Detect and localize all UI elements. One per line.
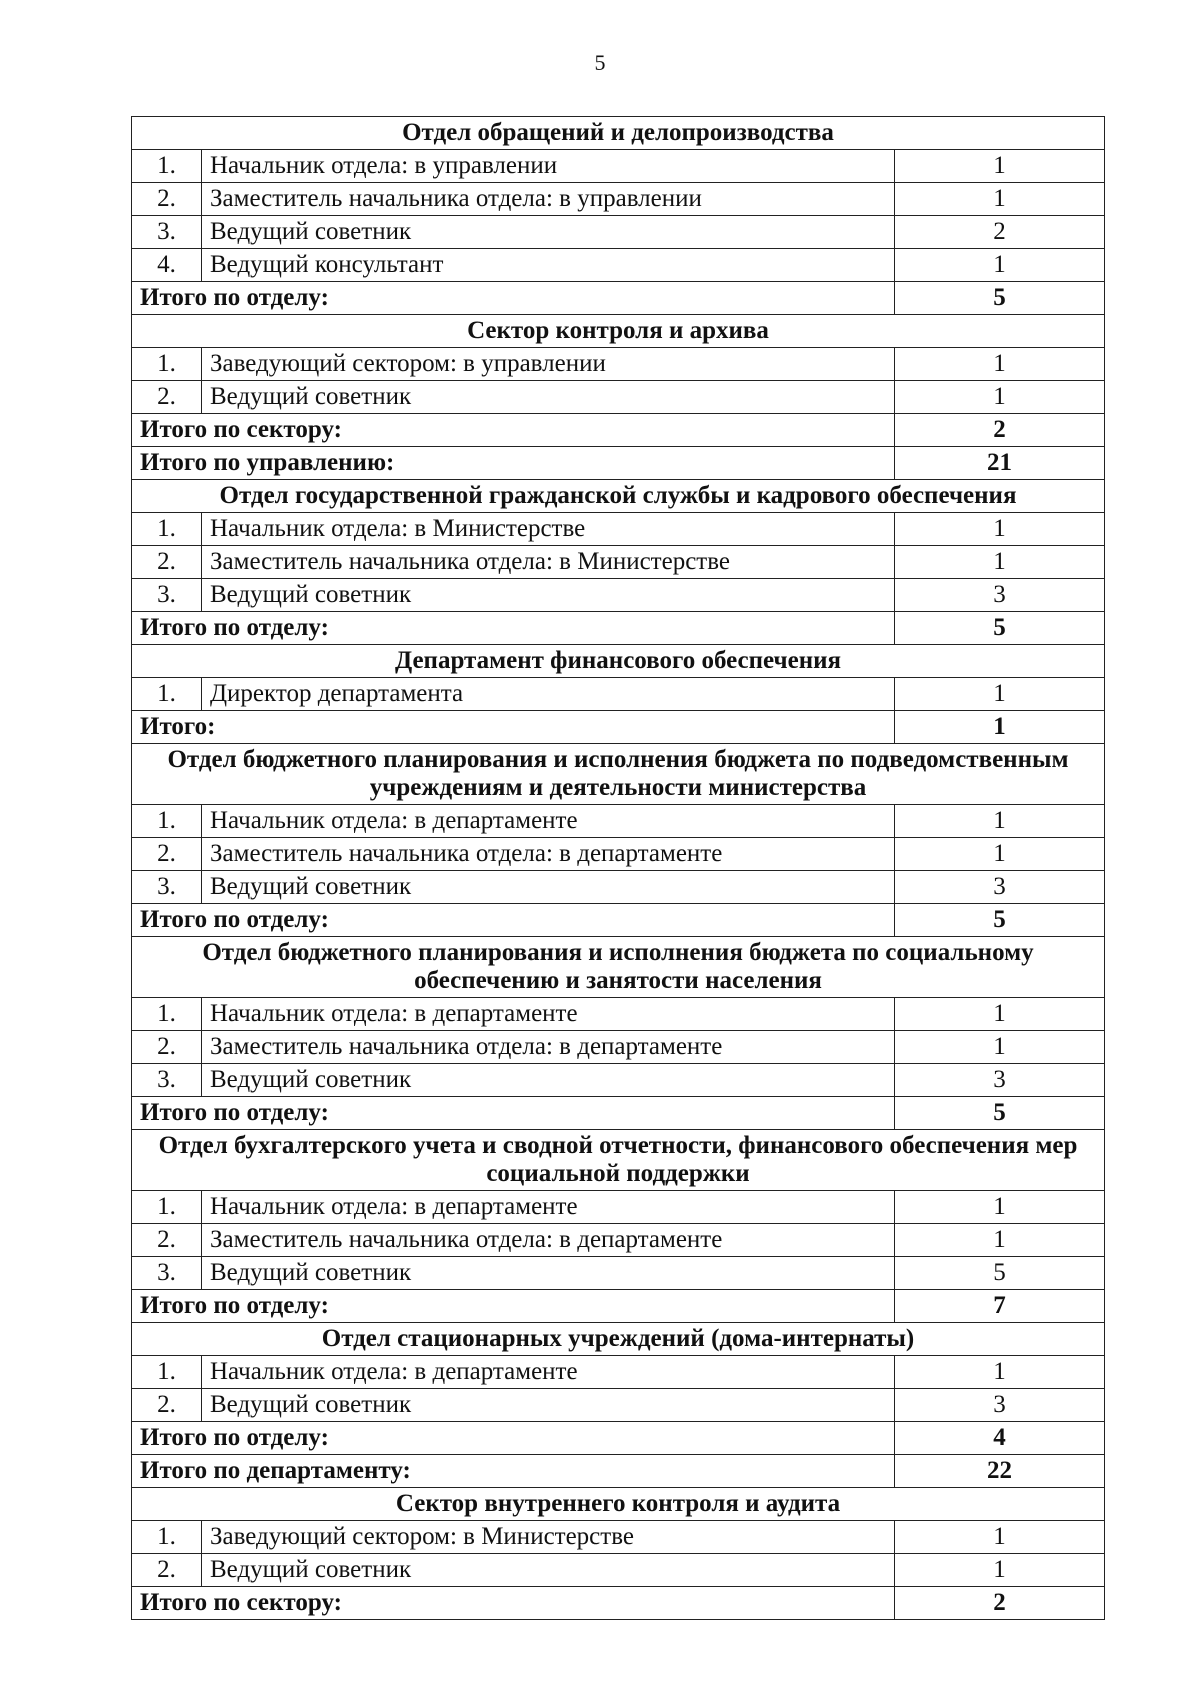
position-title: Заведующий сектором: в Министерстве bbox=[202, 1521, 895, 1554]
staff-table bbox=[131, 116, 1105, 1620]
position-title: Заведующий сектором: в управлении bbox=[202, 348, 895, 381]
position-number: 2. bbox=[132, 546, 202, 579]
position-title: Начальник отдела: в Министерстве bbox=[202, 513, 895, 546]
section-header-row bbox=[132, 480, 1105, 513]
position-count: 1 bbox=[894, 348, 1104, 381]
total-row bbox=[132, 1290, 1105, 1323]
position-title: Ведущий советник bbox=[202, 871, 895, 904]
total-row bbox=[132, 904, 1105, 937]
position-title: Ведущий консультант bbox=[202, 249, 895, 282]
position-count: 1 bbox=[894, 150, 1104, 183]
position-count: 1 bbox=[894, 1031, 1104, 1064]
position-title: Начальник отдела: в департаменте bbox=[202, 1191, 895, 1224]
total-count: 7 bbox=[894, 1290, 1104, 1323]
position-number: 2. bbox=[132, 1554, 202, 1587]
position-count: 1 bbox=[894, 513, 1104, 546]
position-title: Ведущий советник bbox=[202, 1064, 895, 1097]
section-title: Отдел бюджетного планирования и исполнения бюджета по подведомственным учреждениям и деятельности министерства bbox=[132, 744, 1105, 805]
total-count: 5 bbox=[894, 904, 1104, 937]
section-header-row bbox=[132, 117, 1105, 150]
position-number: 1. bbox=[132, 1356, 202, 1389]
position-number: 2. bbox=[132, 183, 202, 216]
section-title: Отдел обращений и делопроизводства bbox=[132, 117, 1105, 150]
total-label: Итого по отделу: bbox=[132, 1097, 895, 1130]
position-row bbox=[132, 249, 1105, 282]
position-row bbox=[132, 579, 1105, 612]
total-count: 4 bbox=[894, 1422, 1104, 1455]
total-row bbox=[132, 1587, 1105, 1620]
position-row bbox=[132, 1521, 1105, 1554]
position-row bbox=[132, 1257, 1105, 1290]
position-title: Ведущий советник bbox=[202, 381, 895, 414]
total-count: 5 bbox=[894, 1097, 1104, 1130]
position-row bbox=[132, 1356, 1105, 1389]
position-title: Заместитель начальника отдела: в управлении bbox=[202, 183, 895, 216]
total-row bbox=[132, 711, 1105, 744]
position-number: 4. bbox=[132, 249, 202, 282]
position-number: 3. bbox=[132, 1257, 202, 1290]
total-label: Итого по отделу: bbox=[132, 904, 895, 937]
section-title: Департамент финансового обеспечения bbox=[132, 645, 1105, 678]
total-row bbox=[132, 612, 1105, 645]
total-count: 5 bbox=[894, 612, 1104, 645]
position-number: 1. bbox=[132, 1521, 202, 1554]
total-count: 22 bbox=[894, 1455, 1104, 1488]
section-header-row bbox=[132, 937, 1105, 998]
position-title: Начальник отдела: в управлении bbox=[202, 150, 895, 183]
position-row bbox=[132, 150, 1105, 183]
total-label: Итого по сектору: bbox=[132, 1587, 895, 1620]
total-row bbox=[132, 1455, 1105, 1488]
position-number: 1. bbox=[132, 348, 202, 381]
position-number: 1. bbox=[132, 513, 202, 546]
position-count: 1 bbox=[894, 678, 1104, 711]
position-title: Ведущий советник bbox=[202, 579, 895, 612]
position-count: 1 bbox=[894, 1224, 1104, 1257]
section-title: Отдел государственной гражданской службы и кадрового обеспечения bbox=[132, 480, 1105, 513]
section-header-row bbox=[132, 1130, 1105, 1191]
position-title: Начальник отдела: в департаменте bbox=[202, 998, 895, 1031]
position-number: 2. bbox=[132, 1224, 202, 1257]
total-label: Итого по отделу: bbox=[132, 282, 895, 315]
staff-table-body bbox=[132, 117, 1105, 1620]
position-count: 5 bbox=[894, 1257, 1104, 1290]
position-row bbox=[132, 998, 1105, 1031]
position-count: 3 bbox=[894, 871, 1104, 904]
position-count: 1 bbox=[894, 546, 1104, 579]
total-label: Итого по сектору: bbox=[132, 414, 895, 447]
section-title: Сектор контроля и архива bbox=[132, 315, 1105, 348]
position-row bbox=[132, 381, 1105, 414]
total-row bbox=[132, 1097, 1105, 1130]
position-count: 2 bbox=[894, 216, 1104, 249]
section-header-row bbox=[132, 744, 1105, 805]
position-count: 1 bbox=[894, 249, 1104, 282]
position-row bbox=[132, 838, 1105, 871]
position-number: 2. bbox=[132, 381, 202, 414]
position-title: Заместитель начальника отдела: в Министерстве bbox=[202, 546, 895, 579]
position-title: Ведущий советник bbox=[202, 1389, 895, 1422]
total-label: Итого: bbox=[132, 711, 895, 744]
position-row bbox=[132, 871, 1105, 904]
position-title: Начальник отдела: в департаменте bbox=[202, 1356, 895, 1389]
position-count: 1 bbox=[894, 183, 1104, 216]
total-label: Итого по отделу: bbox=[132, 612, 895, 645]
total-count: 2 bbox=[894, 414, 1104, 447]
total-count: 5 bbox=[894, 282, 1104, 315]
position-row bbox=[132, 348, 1105, 381]
total-count: 2 bbox=[894, 1587, 1104, 1620]
position-title: Ведущий советник bbox=[202, 1257, 895, 1290]
total-label: Итого по отделу: bbox=[132, 1290, 895, 1323]
position-count: 1 bbox=[894, 381, 1104, 414]
position-row bbox=[132, 513, 1105, 546]
total-label: Итого по департаменту: bbox=[132, 1455, 895, 1488]
section-header-row bbox=[132, 645, 1105, 678]
position-count: 1 bbox=[894, 1554, 1104, 1587]
page-number: 5 bbox=[594, 50, 606, 75]
position-title: Заместитель начальника отдела: в департаменте bbox=[202, 1031, 895, 1064]
total-row bbox=[132, 447, 1105, 480]
position-count: 1 bbox=[894, 805, 1104, 838]
position-number: 1. bbox=[132, 1191, 202, 1224]
position-row bbox=[132, 1224, 1105, 1257]
position-count: 3 bbox=[894, 1064, 1104, 1097]
position-title: Заместитель начальника отдела: в департаменте bbox=[202, 838, 895, 871]
position-number: 3. bbox=[132, 871, 202, 904]
position-title: Директор департамента bbox=[202, 678, 895, 711]
position-row bbox=[132, 546, 1105, 579]
position-number: 2. bbox=[132, 838, 202, 871]
position-count: 3 bbox=[894, 579, 1104, 612]
position-count: 1 bbox=[894, 998, 1104, 1031]
position-count: 1 bbox=[894, 1521, 1104, 1554]
position-number: 3. bbox=[132, 579, 202, 612]
position-row bbox=[132, 1191, 1105, 1224]
total-row bbox=[132, 1422, 1105, 1455]
position-title: Ведущий советник bbox=[202, 216, 895, 249]
position-number: 1. bbox=[132, 805, 202, 838]
section-header-row bbox=[132, 315, 1105, 348]
total-row bbox=[132, 282, 1105, 315]
position-row bbox=[132, 805, 1105, 838]
position-title: Начальник отдела: в департаменте bbox=[202, 805, 895, 838]
position-number: 3. bbox=[132, 1064, 202, 1097]
position-row bbox=[132, 1064, 1105, 1097]
section-title: Отдел бюджетного планирования и исполнения бюджета по социальному обеспечению и занятости населения bbox=[132, 937, 1105, 998]
position-title: Ведущий советник bbox=[202, 1554, 895, 1587]
position-title: Заместитель начальника отдела: в департаменте bbox=[202, 1224, 895, 1257]
position-count: 1 bbox=[894, 1356, 1104, 1389]
position-row bbox=[132, 1554, 1105, 1587]
section-header-row bbox=[132, 1323, 1105, 1356]
section-title: Отдел бухгалтерского учета и сводной отчетности, финансового обеспечения мер социальной поддержки bbox=[132, 1130, 1105, 1191]
position-number: 3. bbox=[132, 216, 202, 249]
position-row bbox=[132, 1389, 1105, 1422]
total-label: Итого по отделу: bbox=[132, 1422, 895, 1455]
position-row bbox=[132, 678, 1105, 711]
position-number: 1. bbox=[132, 150, 202, 183]
position-count: 1 bbox=[894, 838, 1104, 871]
position-number: 2. bbox=[132, 1031, 202, 1064]
position-count: 1 bbox=[894, 1191, 1104, 1224]
position-row bbox=[132, 216, 1105, 249]
total-count: 21 bbox=[894, 447, 1104, 480]
section-header-row bbox=[132, 1488, 1105, 1521]
position-row bbox=[132, 1031, 1105, 1064]
position-number: 1. bbox=[132, 998, 202, 1031]
total-count: 1 bbox=[894, 711, 1104, 744]
total-row bbox=[132, 414, 1105, 447]
section-title: Отдел стационарных учреждений (дома-интернаты) bbox=[132, 1323, 1105, 1356]
position-count: 3 bbox=[894, 1389, 1104, 1422]
total-label: Итого по управлению: bbox=[132, 447, 895, 480]
position-row bbox=[132, 183, 1105, 216]
section-title: Сектор внутреннего контроля и аудита bbox=[132, 1488, 1105, 1521]
position-number: 2. bbox=[132, 1389, 202, 1422]
position-number: 1. bbox=[132, 678, 202, 711]
